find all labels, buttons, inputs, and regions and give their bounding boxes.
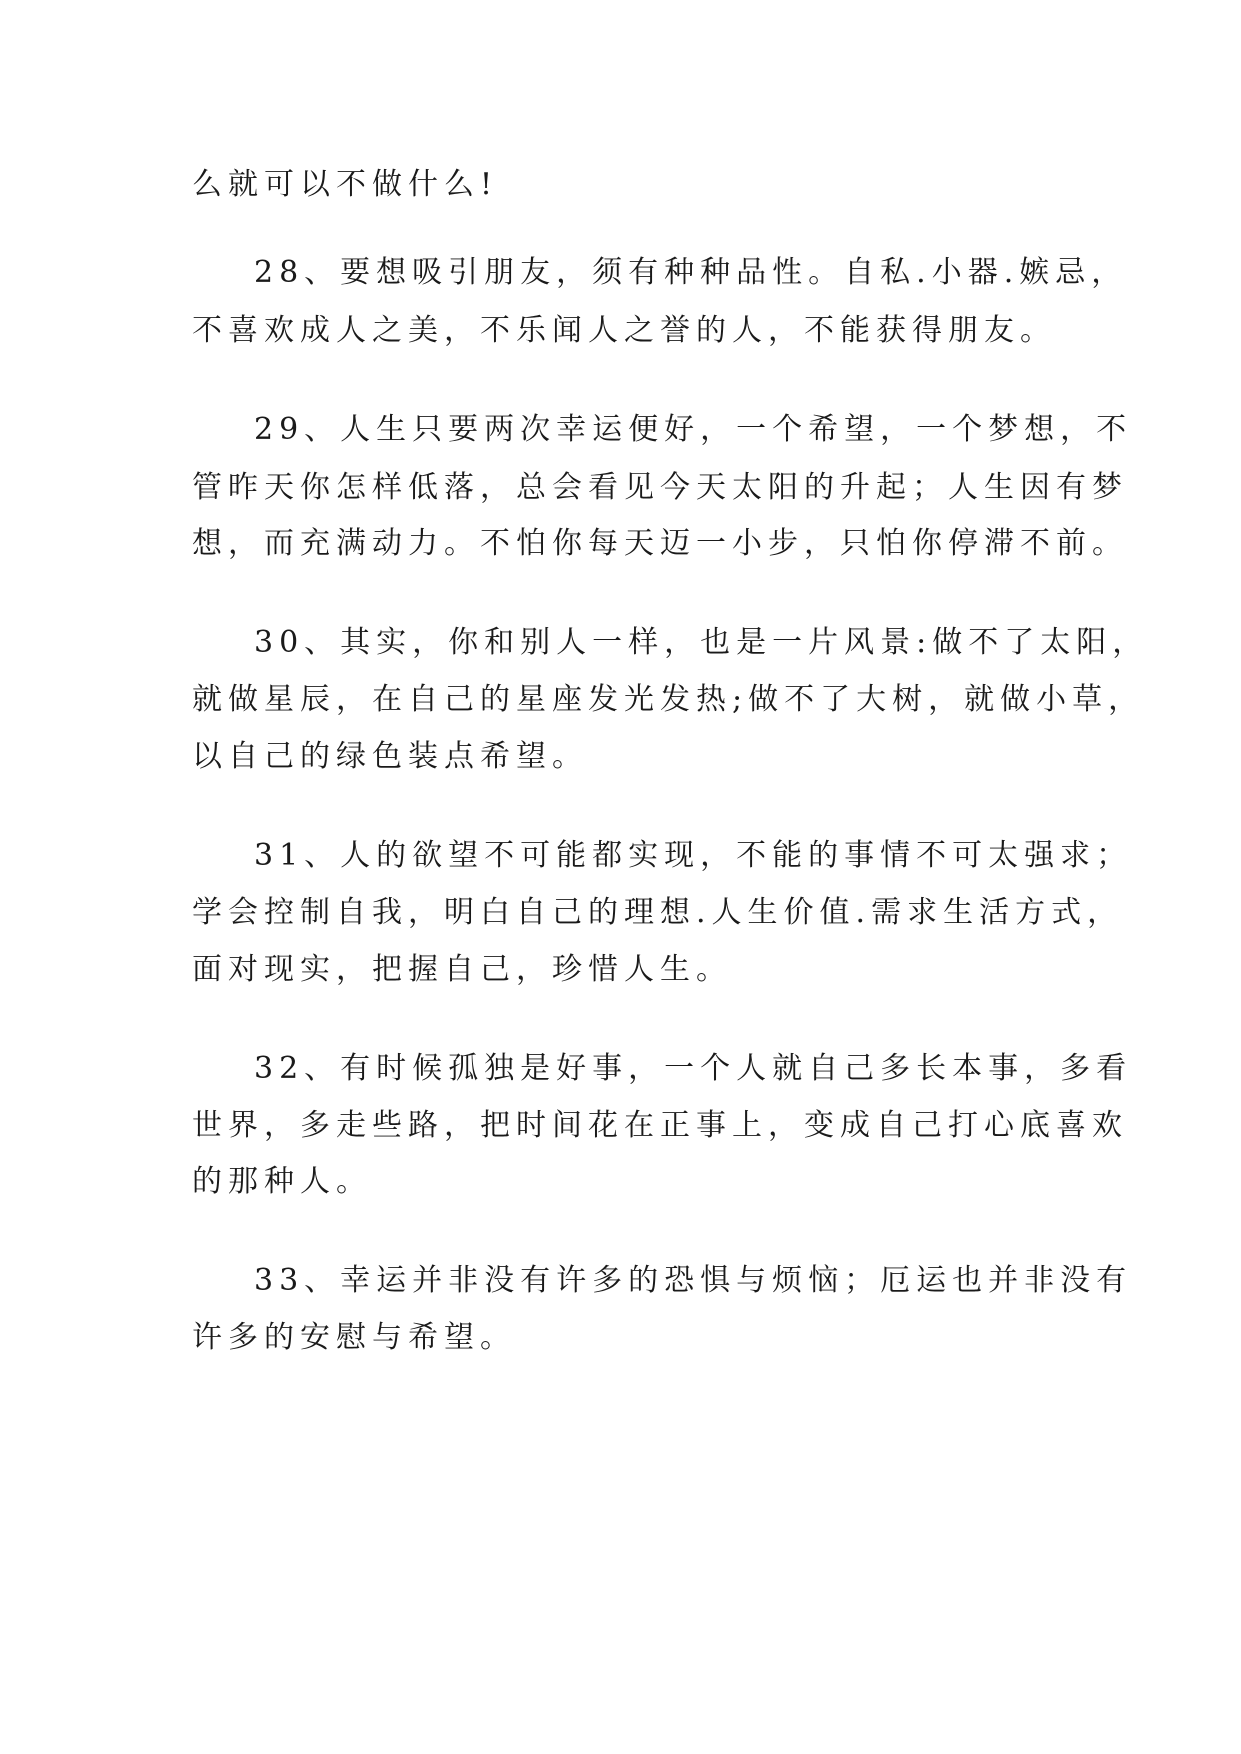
text-line: 管昨天你怎样低落，总会看见今天太阳的升起；人生因有梦 bbox=[192, 470, 1128, 505]
text-line: 许多的安慰与希望。 bbox=[192, 1320, 516, 1355]
text-line: 31、人的欲望不可能都实现，不能的事情不可太强求； bbox=[254, 838, 1133, 873]
text-line: 学会控制自我，明白自己的理想.人生价值.需求生活方式， bbox=[192, 895, 1124, 930]
text-line: 不喜欢成人之美，不乐闻人之誉的人，不能获得朋友。 bbox=[192, 313, 1056, 348]
text-line: 么就可以不做什么! bbox=[192, 167, 499, 202]
text-line: 就做星辰，在自己的星座发光发热;做不了大树，就做小草， bbox=[192, 682, 1145, 717]
text-line: 29、人生只要两次幸运便好，一个希望，一个梦想，不 bbox=[254, 412, 1133, 447]
text-line: 30、其实，你和别人一样，也是一片风景:做不了太阳， bbox=[254, 625, 1149, 660]
text-line: 面对现实，把握自己，珍惜人生。 bbox=[192, 952, 732, 987]
text-line: 以自己的绿色装点希望。 bbox=[192, 739, 588, 774]
text-line: 的那种人。 bbox=[192, 1164, 372, 1199]
text-line: 28、要想吸引朋友，须有种种品性。自私.小器.嫉忌， bbox=[254, 255, 1128, 290]
text-line: 想，而充满动力。不怕你每天迈一小步，只怕你停滞不前。 bbox=[192, 526, 1128, 561]
text-line: 33、幸运并非没有许多的恐惧与烦恼；厄运也并非没有 bbox=[254, 1263, 1133, 1298]
text-line: 世界，多走些路，把时间花在正事上，变成自己打心底喜欢 bbox=[192, 1108, 1128, 1143]
text-line: 32、有时候孤独是好事，一个人就自己多长本事，多看 bbox=[254, 1051, 1133, 1086]
